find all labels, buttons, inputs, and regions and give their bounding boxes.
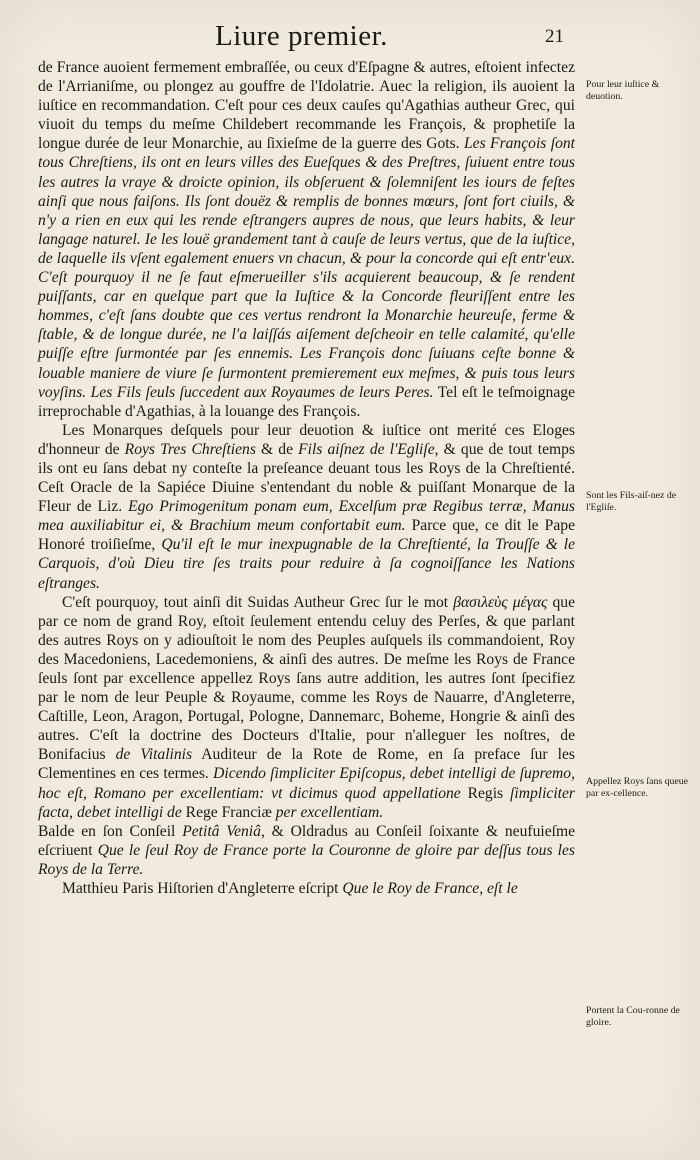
running-title: Liure premier. bbox=[215, 20, 388, 52]
text-segment: Auditeur de la Rote de Rome, en ſa preface ſur les Clementines en ces termes. bbox=[38, 746, 575, 783]
page-header bbox=[0, 18, 700, 52]
italic-text: Roys Tres Chreſtiens bbox=[124, 440, 256, 458]
italic-text: Que le Roy de France, eſt le bbox=[342, 880, 518, 898]
body-text bbox=[38, 58, 575, 898]
text-segment: que par ce nom de grand Roy, eſtoit ſeulement entendu celuy des Perſes, & que parlant des autres Roys on y adiouſtoit le nom des Peuples auſquels ils commandoient, Roy des Macedoniens, Lacedemoniens, & ainſi des autres. De meſme les Roys de France ſeuls ſont par excellence appellez Roys ſans autre addition, les autres ſont ſpecifiez par le nom de leur Peuple & Royaume, comme les Roys de Nauarre, d'Angleterre, Caſtille, Leon, Aragon, Portugal, Pologne, Dannemarc, Boheme, Hongrie & ainſi des autres. C'eſt la doctrine des Docteurs d'Italie, pour n'alleguer les noſtres, de Bonifacius bbox=[38, 593, 576, 764]
text-segment: Regis bbox=[467, 784, 504, 802]
italic-text: Petitâ Veniâ bbox=[182, 822, 261, 840]
text-segment: & de bbox=[255, 440, 299, 458]
paragraph bbox=[38, 822, 575, 879]
italic-text: Fils aiſnez de l'Egliſe bbox=[298, 440, 435, 458]
margin-note: Sont les Fils-aiſ-nez de l'Egliſe. bbox=[586, 490, 677, 513]
italic-text: Dicendo ſimpliciter Epiſcopus, debet intelligi de ſupremo, hoc eſt, Romano per excellentiam: vt dicimus quod appellatione bbox=[38, 765, 575, 802]
italic-text: Que le ſeul Roy de France porte la Couronne de gloire par deſſus tous les Roys de la Terre. bbox=[38, 841, 575, 878]
margin-note: Pour leur iuſtice & deuotion. bbox=[586, 79, 660, 102]
italic-text: Qu'il eſt le mur inexpugnable de la Chreſtienté, la Trouſſe & le Carquois, d'où Dieu tire ſes traits pour reduire à ſa cognoiſſance les Nations eſtranges. bbox=[38, 536, 575, 592]
paragraph bbox=[38, 421, 575, 593]
italic-text: de Vitalinis bbox=[115, 746, 193, 764]
margin-note: Portent la Cou-ronne de gloire. bbox=[586, 1005, 680, 1028]
text-segment: de France auoient fermement embraſſée, ou ceux d'Eſpagne & autres, eſtoient infectez de l'Arrianiſme, ou plongez au gouffre de l'Idolatrie. Auec la religion, ils auoient la iuſtice en recommandation. C'eſt pour ces deux cauſes qu'Agathias autheur Grec, qui viuoit du temps du meſme Childebert recommande les François, & prophetiſe la longue durée de leur Monarchie, au ſixieſme de la guerre des Gots. bbox=[38, 59, 575, 153]
page-number: 21 bbox=[545, 26, 564, 47]
italic-text: βασιλεὺς μέγας bbox=[453, 593, 548, 611]
paragraph bbox=[38, 879, 575, 898]
text-segment: Rege Franciæ bbox=[185, 803, 272, 821]
italic-text: Ego Primogenitum ponam eum, Excelſum præ Regibus terræ, Manus mea auxiliabitur ei, & Brachium meum confortabit eum. bbox=[38, 498, 575, 535]
text-segment: C'eſt pourquoy, tout ainſi dit Suidas Autheur Grec ſur le mot bbox=[62, 593, 454, 611]
text-segment: Balde en ſon Conſeil bbox=[38, 822, 183, 840]
text-segment: Parce que, ce dit le Pape Honoré troiſieſme, bbox=[38, 517, 575, 554]
text-segment: , & que de tout temps ils ont eu ſans debat ny conteſte la preſeance deuant tous les Roys de la Chreſtienté. Ceſt Oracle de la Sapiéce Diuine s'entendant du noble & puiſſant Monarque de la Fleur de Liz. bbox=[38, 440, 575, 516]
paragraph bbox=[38, 58, 575, 421]
text-segment: Les Monarques deſquels pour leur deuotion & iuſtice ont merité ces Eloges d'honneur de bbox=[38, 421, 575, 458]
paragraph bbox=[38, 593, 575, 822]
text-segment: , & Oldradus au Conſeil ſoixante & neufuieſme eſcriuent bbox=[38, 822, 575, 859]
text-segment: Tel eſt le teſmoignage irreprochable d'Agathias, à la louange des François. bbox=[38, 383, 575, 420]
text-segment: Matthieu Paris Hiſtorien d'Angleterre eſcript bbox=[62, 880, 343, 898]
italic-text: per excellentiam. bbox=[271, 803, 384, 821]
margin-note: Appellez Roys ſans queue par ex-cellence. bbox=[586, 776, 689, 799]
italic-text: Les François ſont tous Chreſtiens, ils ont en leurs villes des Eueſques & des Preſtres, ſuiuent entre tous les autres la vraye & droicte opinion, ils obſeruent & ſolemniſent les iours de feſtes ainſi que nous faiſons. Ils ſont douëz & remplis de bonnes mœurs, ſont fort ciuils, & n'y a rien en eux qui les rende eſtrangers aupres de nous, que leurs habits, & leur langage naturel. Ie les louë grandement tant à cauſe de leurs vertus, que de la iuſtice, de laquelle ils vſent egalement enuers vn chacun, & pour la concorde qui eſt entr'eux. C'eſt pourquoy il ne ſe faut eſmerueiller s'ils acquierent beaucoup, & ſe rendent puiſſants, car en quelque part que la Iuſtice & la Concorde fleuriſſent entre les hommes, c'eſt ſans doubte que ces vertus rendront la Monarchie heureuſe, ferme & ſtable, & de longue durée, ne l'a laiſſás aiſement deſcheoir en telle calamité, qu'elle puiſſe eſtre ſurmontée par ſes ennemis. Les François donc ſuiuans ceſte bonne & louable maniere de viure ſe ſurmontent premierement eux meſmes, & puis tous leurs voyſins. Les Fils ſeuls ſuccedent aux Royaumes de leurs Peres. bbox=[38, 135, 576, 401]
italic-text: ſimpliciter facta, debet intelligi de bbox=[38, 784, 575, 821]
